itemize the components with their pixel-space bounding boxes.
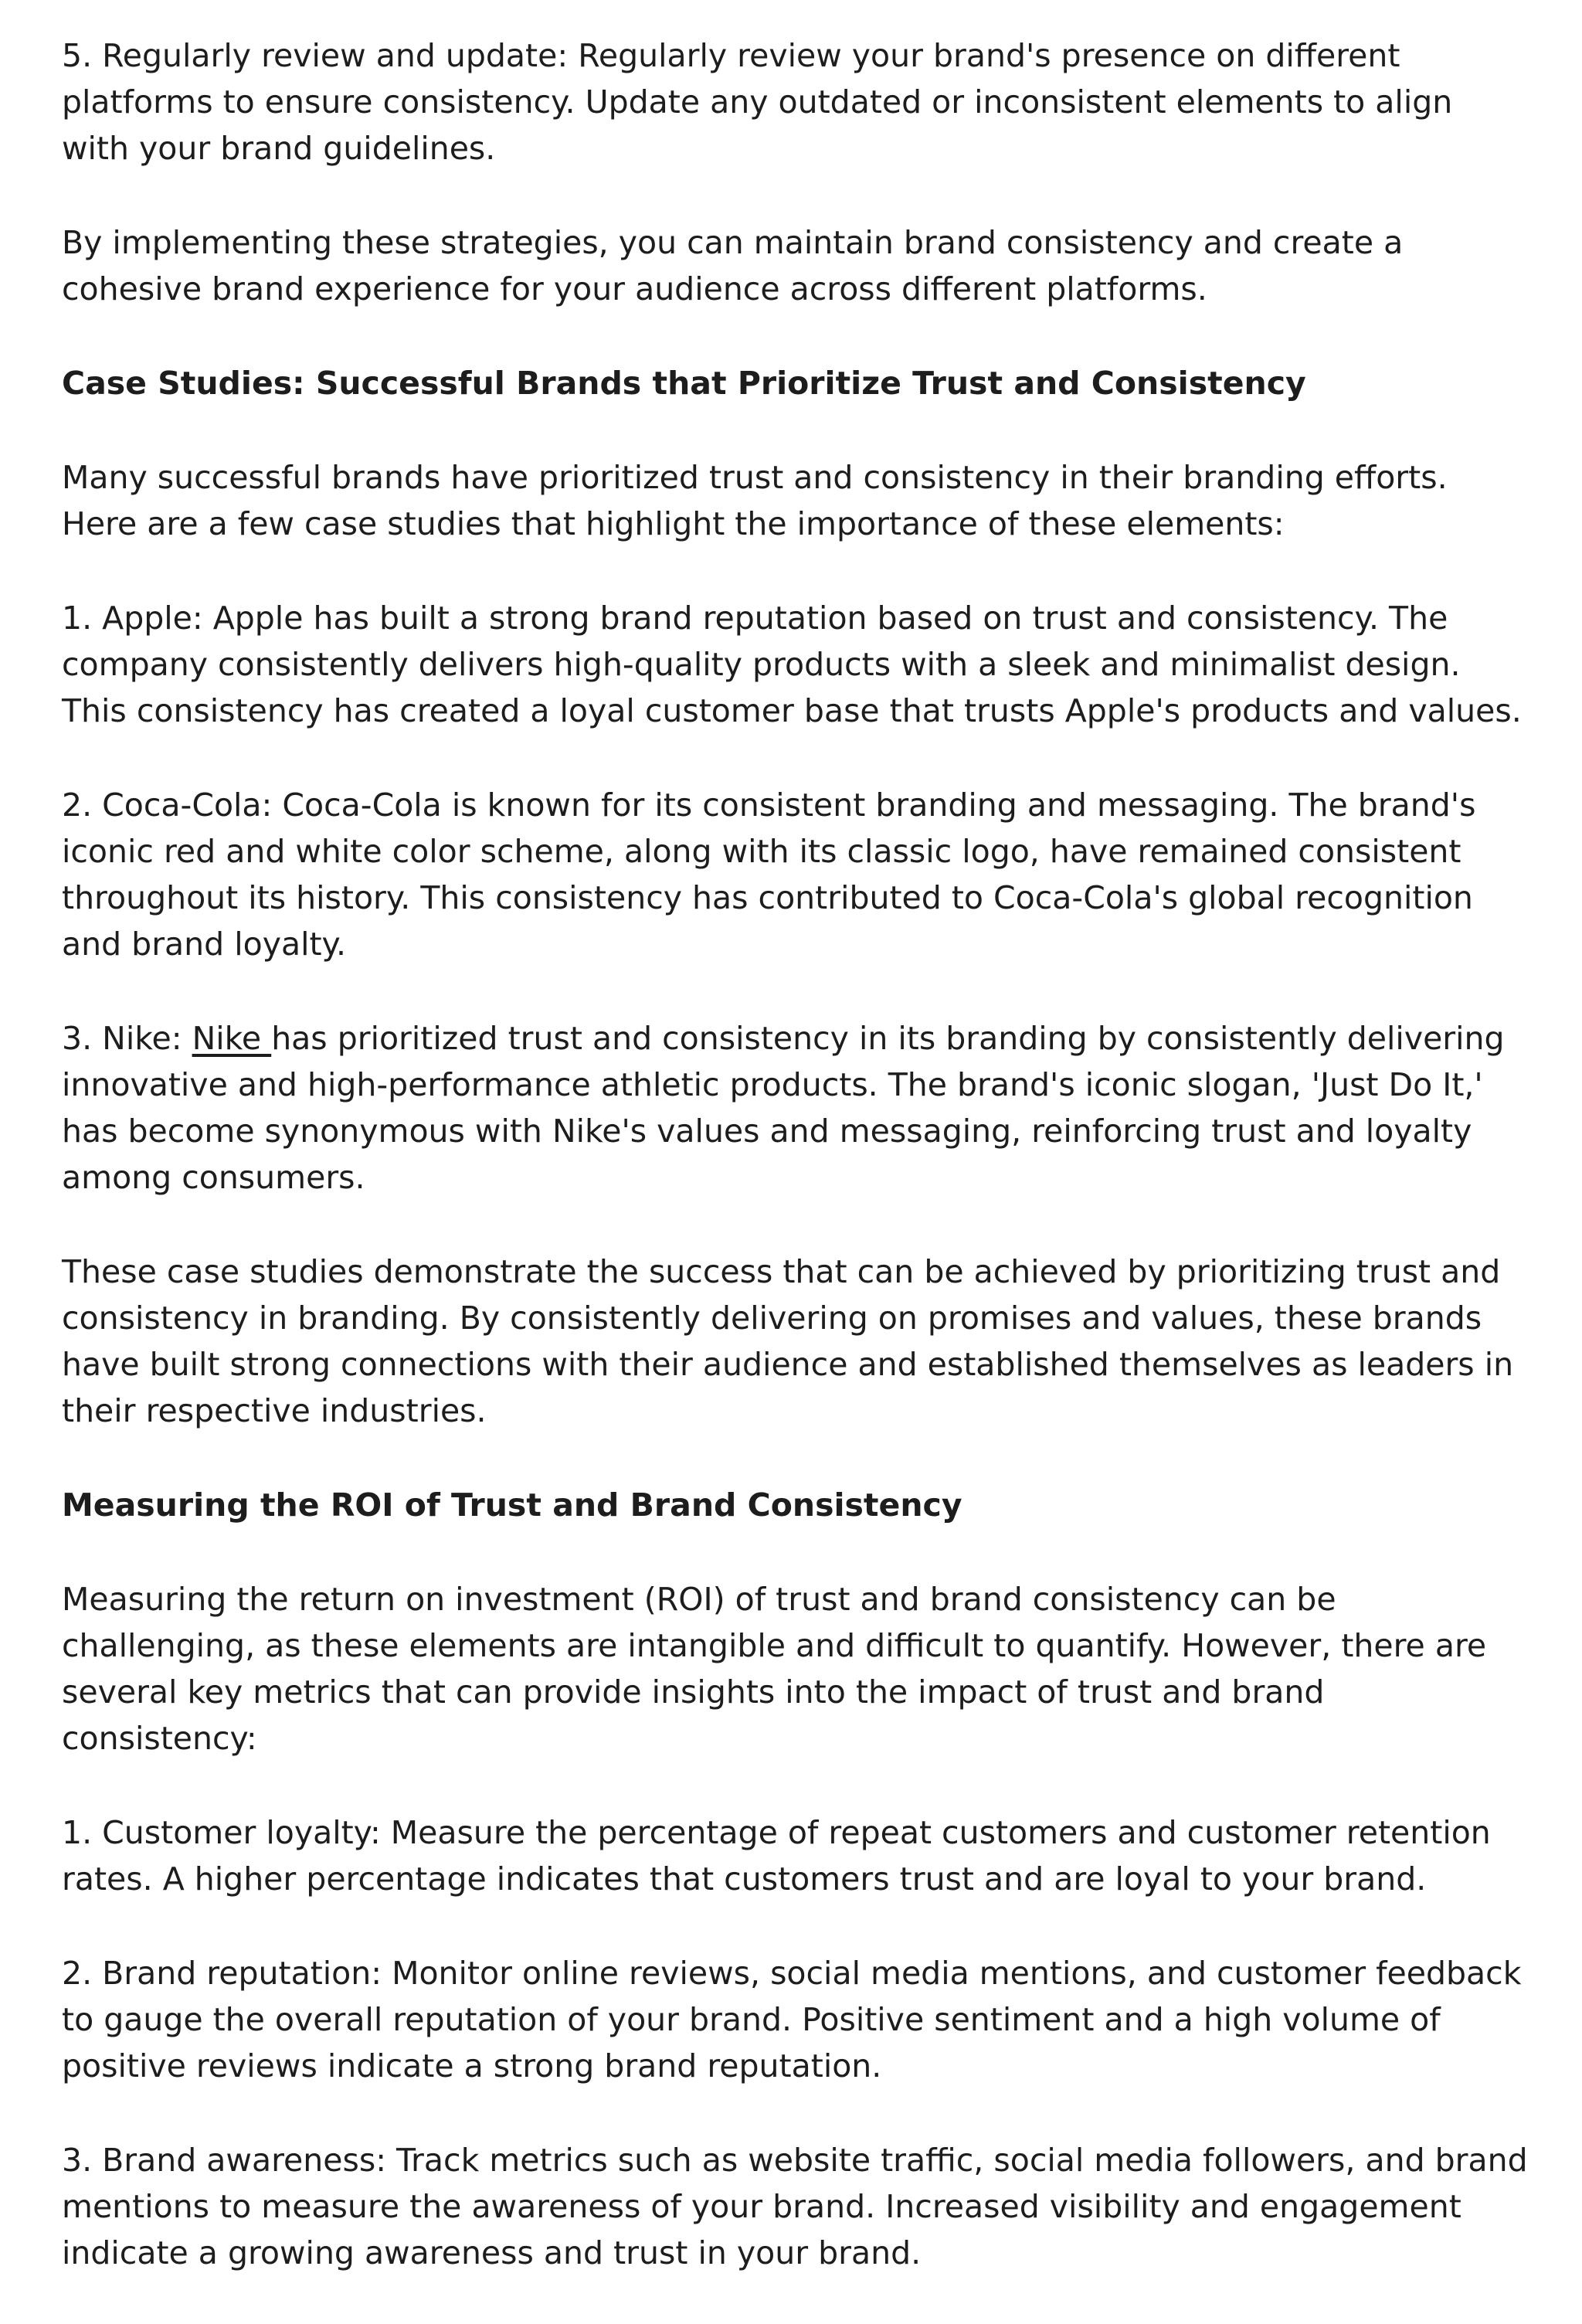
case-studies-heading: Case Studies: Successful Brands that Prioritize Trust and Consistency [62,365,1306,402]
case-study-apple: 1. Apple: Apple has built a strong brand reputation based on trust and consistency. The company consistently delivers high-quality products with a sleek and minimalist design. This consistency has created a loyal customer base that trusts Apple's products and values. [62,600,1522,729]
nike-prefix: 3. Nike: [62,1020,192,1057]
nike-text: has prioritized trust and consistency in its branding by consistently delivering innovative and high-performance athletic products. The brand's iconic slogan, 'Just Do It,' has become synonymous with Nike's values and messaging, reinforcing trust and loyalty among consumers. [62,1020,1505,1196]
case-study-nike [62,1015,1529,1201]
roi-metric-brand-reputation: 2. Brand reputation: Monitor online reviews, social media mentions, and customer feedback to gauge the overall reputation of your brand. Positive sentiment and a high volume of positive reviews indicate a strong brand reputation. [62,1955,1522,2084]
roi-metric-customer-loyalty: 1. Customer loyalty: Measure the percentage of repeat customers and customer retention rates. A higher percentage indicates that customers trust and are loyal to your brand. [62,1814,1491,1898]
case-studies-conclusion: These case studies demonstrate the success that can be achieved by prioritizing trust and consistency in branding. By consistently delivering on promises and values, these brands have built strong connections with their audience and established themselves as leaders in their respective industries. [62,1253,1514,1429]
roi-metric-brand-awareness: 3. Brand awareness: Track metrics such as website traffic, social media followers, and brand mentions to measure the awareness of your brand. Increased visibility and engagement indicate a growing awareness and trust in your brand. [62,2142,1528,2271]
case-study-coca-cola: 2. Coca-Cola: Coca-Cola is known for its consistent branding and messaging. The brand's iconic red and white color scheme, along with its classic logo, have remained consistent throughout its history. This consistency has contributed to Coca-Cola's global recognition and brand loyalty. [62,787,1476,963]
document-page [62,32,1529,2324]
strategy-item-5: 5. Regularly review and update: Regularly review your brand's presence on different platforms to ensure consistency. Update any outdated or inconsistent elements to align with your brand guidelines. [62,37,1453,167]
case-studies-intro: Many successful brands have prioritized trust and consistency in their branding efforts. Here are a few case studies that highlight the importance of these elements: [62,459,1448,542]
roi-heading: Measuring the ROI of Trust and Brand Consistency [62,1486,962,1524]
roi-intro: Measuring the return on investment (ROI) of trust and brand consistency can be challenging, as these elements are intangible and difficult to quantify. However, there are several key metrics that can provide insights into the impact of trust and brand consistency: [62,1581,1487,1757]
strategies-closing: By implementing these strategies, you can maintain brand consistency and create a cohesive brand experience for your audience across different platforms. [62,224,1404,307]
nike-link[interactable]: Nike [192,1020,272,1057]
